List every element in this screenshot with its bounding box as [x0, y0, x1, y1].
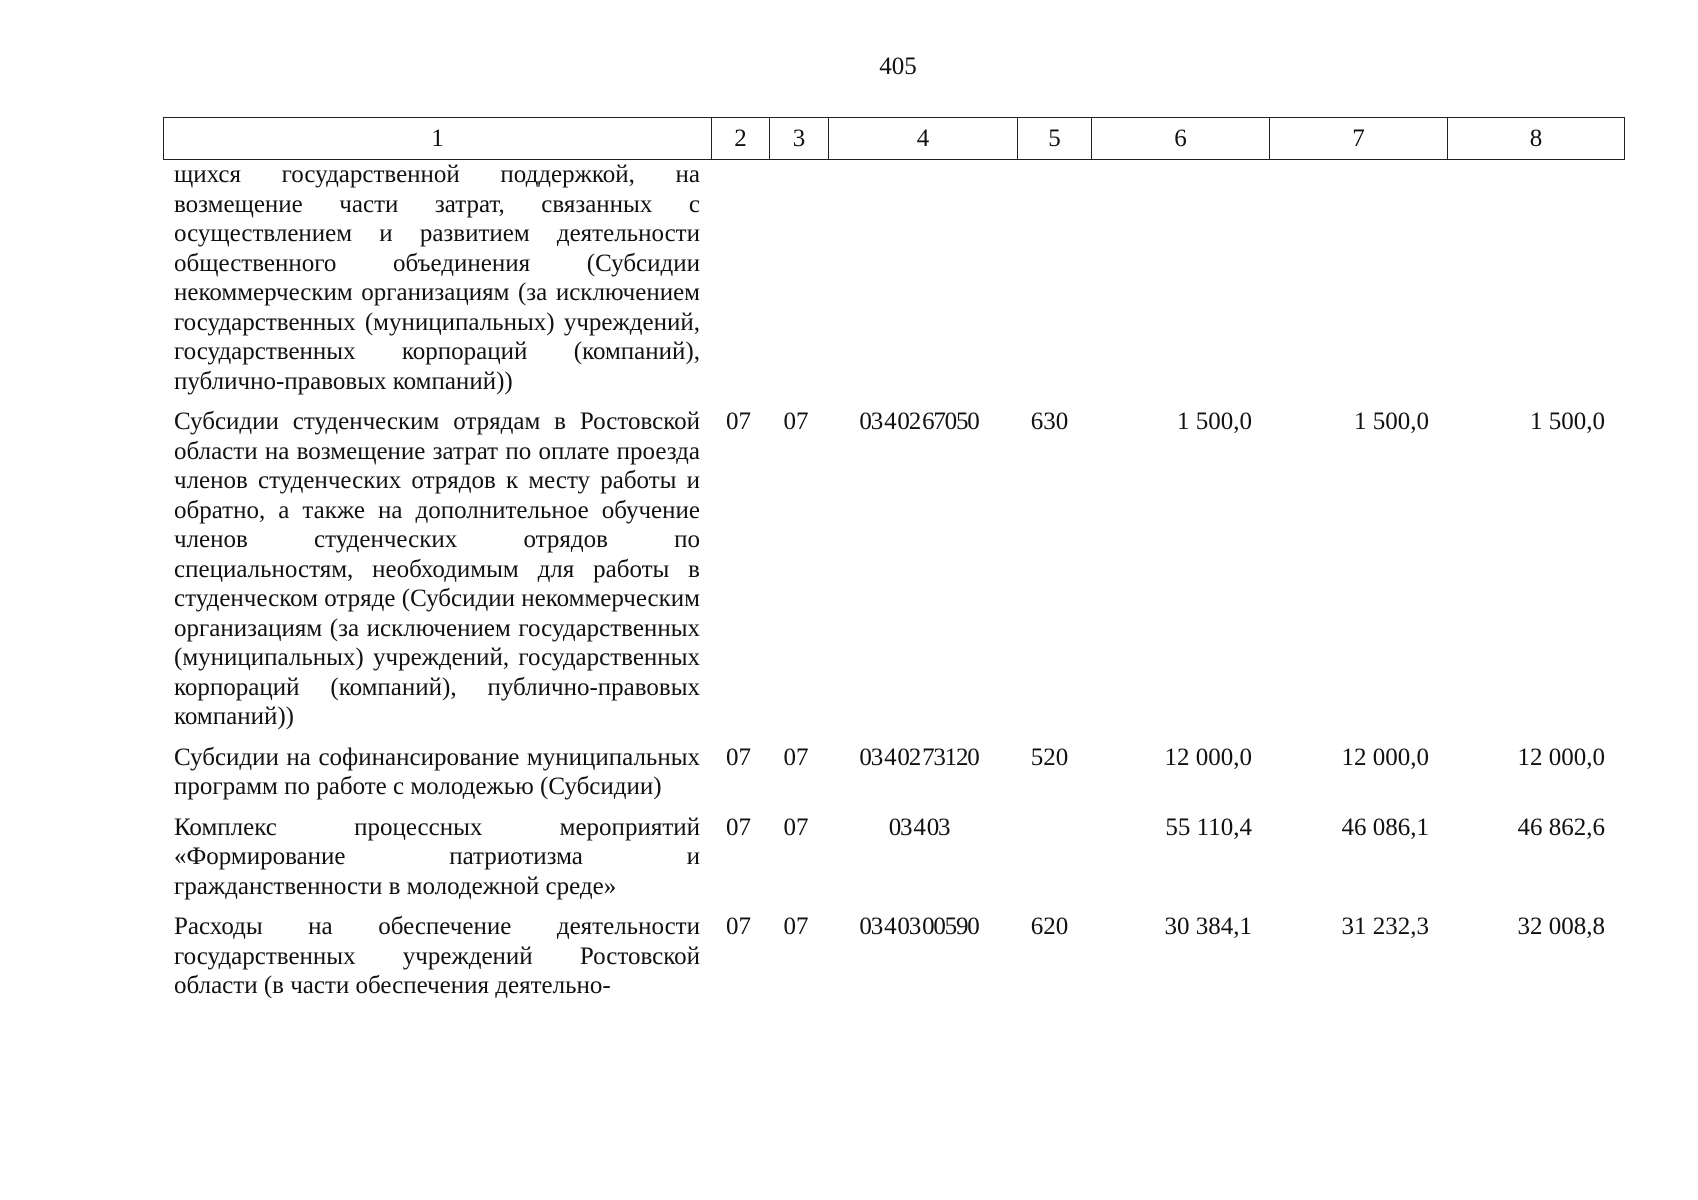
- row-target-code: [825, 160, 1013, 407]
- table-header: [163, 117, 1625, 160]
- header-col-4: 4: [829, 118, 1018, 160]
- row-amount-year-2: 46 086,1: [1341, 813, 1429, 841]
- page-number: 405: [879, 53, 917, 80]
- row-amount-year-2: 31 232,3: [1341, 913, 1429, 940]
- row-subsection: 07: [783, 813, 809, 841]
- row-section: [710, 160, 767, 407]
- row-amount-year-2: [1263, 160, 1440, 407]
- table-row: [163, 160, 1616, 407]
- row-expense-type: [1013, 813, 1086, 913]
- row-subsection: [767, 160, 825, 407]
- row-amount-year-1: 12 000,0: [1164, 743, 1252, 771]
- row-expense-type: 630: [1030, 408, 1069, 435]
- row-amount-year-3: 46 862,6: [1517, 813, 1605, 841]
- row-amount-year-1: 55 110,4: [1165, 813, 1252, 841]
- table-row: [163, 813, 1616, 913]
- header-col-2: 2: [712, 118, 770, 160]
- row-amount-year-2: 1 500,0: [1354, 408, 1429, 435]
- row-expense-type: 520: [1030, 743, 1069, 771]
- row-amount-year-2: 12 000,0: [1341, 743, 1429, 771]
- row-target-code: 03 4 03 00590: [859, 913, 979, 940]
- budget-table: [163, 160, 1616, 1012]
- row-amount-year-3: 32 008,8: [1517, 913, 1605, 940]
- row-description: Расходы на обеспечение деятельности государственных учреждений Ростовской области (в части обеспечения деятельно-: [174, 913, 700, 999]
- row-expense-type: 620: [1030, 913, 1069, 940]
- row-amount-year-3: 12 000,0: [1517, 743, 1605, 771]
- row-section: 07: [726, 743, 751, 771]
- row-description: щихся государственной поддержкой, на возмещение части затрат, связанных с осуществлением и развитием деятельности общественного объединения (Субсидии некоммерческим организациям (за исключением государственных (муниципальных) учреждений, государственных корпораций (компаний), публично-правовых компаний)): [174, 161, 700, 395]
- header-col-5: 5: [1018, 118, 1092, 160]
- header-col-6: 6: [1092, 118, 1270, 160]
- row-target-code: 03 4 02 67050: [859, 408, 979, 435]
- table-row: [163, 743, 1616, 813]
- row-subsection: 07: [783, 913, 809, 940]
- table-row: [163, 407, 1616, 743]
- row-section: 07: [726, 913, 751, 940]
- row-target-code: 03 4 02 73120: [859, 743, 979, 771]
- row-description: Субсидии студенческим отрядам в Ростовской области на возмещение затрат по оплате проезда членов студенческих отрядов к месту работы и обратно, а также на дополнительное обучение членов студенческих отрядов по специальностям, необходимым для работы в студенческом отряде (Субсидии некоммерческим организациям (за исключением государственных (муниципальных) учреждений, государственных корпораций (компаний), публично-правовых компаний)): [174, 408, 700, 730]
- row-amount-year-1: 30 384,1: [1164, 913, 1252, 940]
- table-row: [163, 912, 1616, 1012]
- row-section: 07: [726, 813, 751, 841]
- row-target-code: 03 4 03: [888, 813, 950, 841]
- row-subsection: 07: [783, 408, 809, 435]
- header-row: [164, 118, 1625, 160]
- row-description: Комплекс процессных мероприятий «Формирование патриотизма и гражданственности в молодежной среде»: [174, 813, 700, 900]
- header-col-3: 3: [770, 118, 829, 160]
- row-amount-year-3: 1 500,0: [1530, 408, 1605, 435]
- row-subsection: 07: [783, 743, 809, 771]
- row-section: 07: [726, 408, 751, 435]
- row-description: Субсидии на софинансирование муниципальных программ по работе с молодежью (Субсидии): [174, 743, 700, 800]
- row-expense-type: [1013, 160, 1086, 407]
- header-col-1: 1: [164, 118, 712, 160]
- row-amount-year-3: [1440, 160, 1616, 407]
- row-amount-year-1: [1086, 160, 1263, 407]
- row-amount-year-1: 1 500,0: [1177, 408, 1252, 435]
- header-col-8: 8: [1448, 118, 1625, 160]
- header-col-7: 7: [1270, 118, 1448, 160]
